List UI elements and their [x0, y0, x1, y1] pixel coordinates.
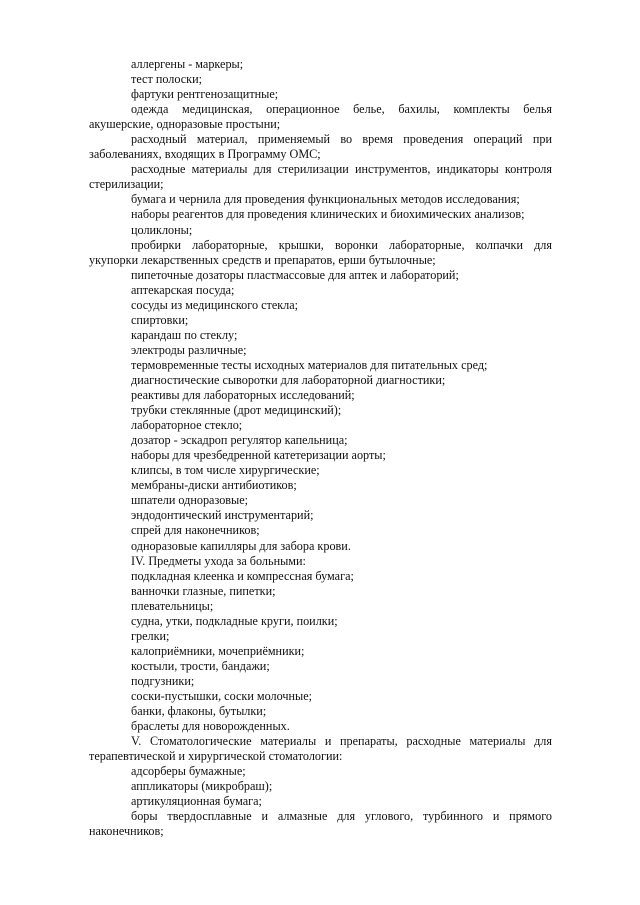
list-item: подгузники; [131, 673, 195, 688]
list-item: фартуки рентгенозащитные; [131, 87, 279, 102]
list-item: наборы реагентов для проведения клинических и биохимических анализов; [131, 207, 525, 222]
list-item: пипеточные дозаторы пластмассовые для аптек и лабораторий; [131, 267, 459, 282]
list-item: ванночки глазные, пипетки; [131, 583, 276, 598]
list-item: диагностические сыворотки для лабораторной диагностики; [131, 372, 446, 387]
list-item: аллергены - маркеры; [131, 57, 244, 71]
list-item: трубки стеклянные (дрот медицинский); [131, 403, 342, 418]
list-item: плевательницы; [131, 598, 214, 613]
list-item: соски-пустышки, соски молочные; [131, 688, 313, 703]
list-item: одежда медицинская, операционное белье, бахилы, комплекты белья акушерские, одноразовые простыни; [89, 102, 552, 132]
list-item: адсорберы бумажные; [131, 764, 246, 779]
list-item: аптекарская посуда; [131, 282, 235, 297]
list-item: артикуляционная бумага; [131, 794, 262, 809]
list-item: клипсы, в том числе хирургические; [131, 463, 320, 478]
list-item: аппликаторы (микробраш); [131, 779, 273, 794]
document-body [89, 57, 552, 839]
list-item: пробирки лабораторные, крышки, воронки лабораторные, колпачки для укупорки лекарственных средств и препаратов, ерши бутылочные; [89, 237, 552, 267]
list-item: наборы для чрезбедренной катетеризации аорты; [131, 448, 386, 463]
list-item: костыли, трости, бандажи; [131, 658, 270, 673]
list-item: расходный материал, применяемый во время проведения операций при заболеваниях, входящих в Программу ОМС; [89, 132, 552, 162]
list-item: эндодонтический инструментарий; [131, 508, 314, 523]
list-item: боры твердосплавные и алмазные для углового, турбинного и прямого наконечников; [89, 809, 552, 839]
section-heading: IV. Предметы ухода за больными: [131, 553, 306, 568]
list-item: термовременные тесты исходных материалов для питательных сред; [131, 357, 488, 372]
list-item: карандаш по стеклу; [131, 327, 238, 342]
list-item: судна, утки, подкладные круги, поилки; [131, 613, 338, 628]
list-item: расходные материалы для стерилизации инструментов, индикаторы контроля стерилизации; [89, 162, 552, 192]
list-item: реактивы для лабораторных исследований; [131, 388, 355, 403]
list-item: цоликлоны; [131, 222, 193, 237]
list-item: одноразовые капилляры для забора крови. [131, 538, 351, 553]
list-item: тест полоски; [131, 72, 202, 87]
list-item: калоприёмники, мочеприёмники; [131, 643, 305, 658]
list-item: шпатели одноразовые; [131, 493, 249, 508]
list-item: спрей для наконечников; [131, 523, 260, 538]
section-heading: V. Стоматологические материалы и препараты, расходные материалы для терапевтической и хирургической стоматологии: [89, 734, 552, 764]
list-item: грелки; [131, 628, 170, 643]
list-item: банки, флаконы, бутылки; [131, 704, 267, 719]
list-item: лабораторное стекло; [131, 418, 243, 433]
list-item: мембраны-диски антибиотиков; [131, 478, 297, 493]
list-item: дозатор - эскадроп регулятор капельница; [131, 433, 348, 448]
list-item: электроды различные; [131, 342, 247, 357]
list-item: подкладная клеенка и компрессная бумага; [131, 568, 354, 583]
list-item: браслеты для новорожденных. [131, 719, 290, 734]
list-item: сосуды из медицинского стекла; [131, 297, 299, 312]
list-item: бумага и чернила для проведения функциональных методов исследования; [131, 192, 520, 207]
list-item: спиртовки; [131, 312, 189, 327]
